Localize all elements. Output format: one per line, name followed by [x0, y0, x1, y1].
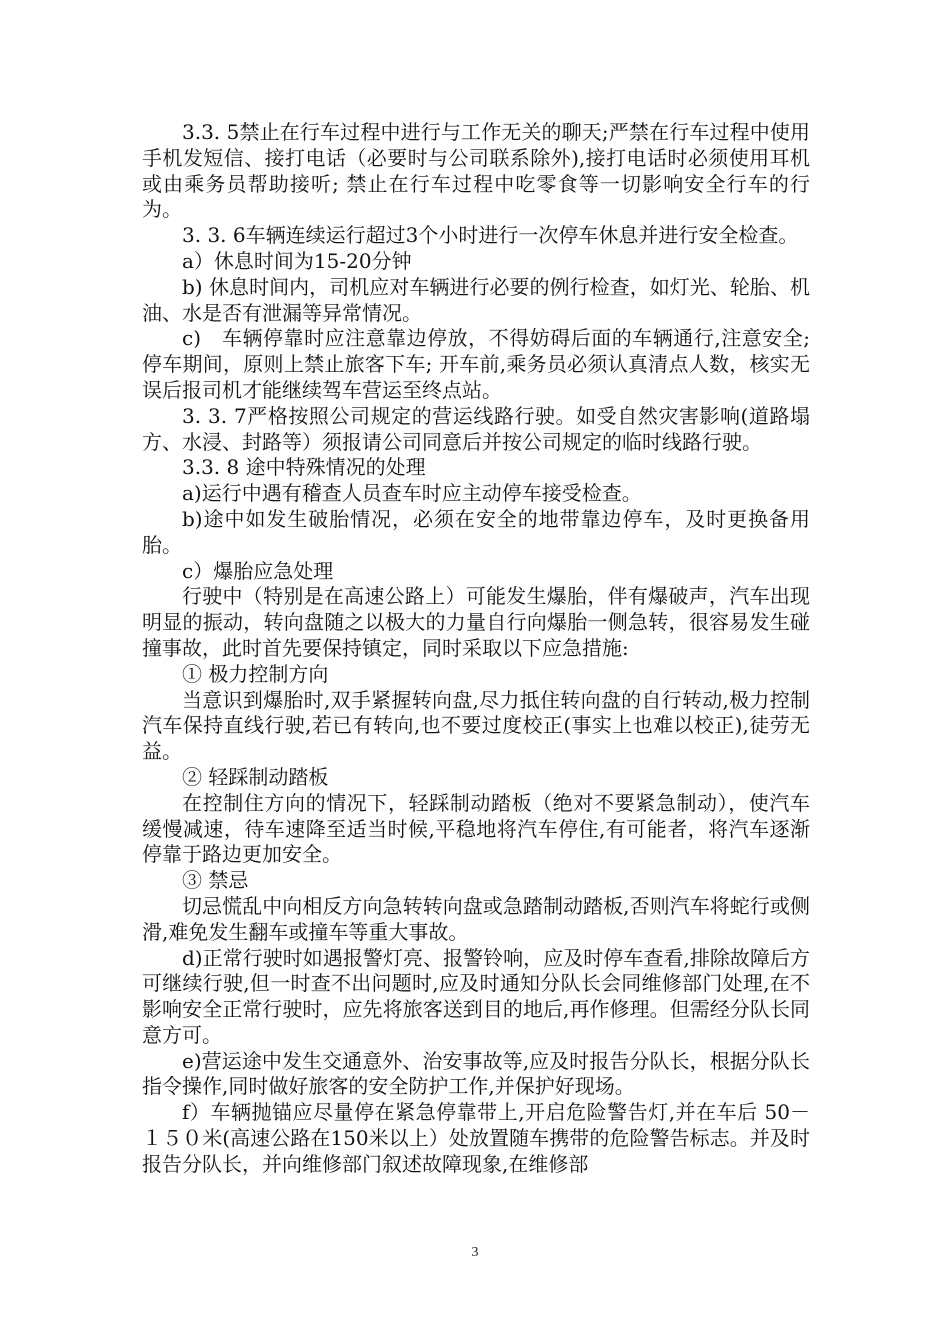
- paragraph-3-3-7: 3. 3. 7严格按照公司规定的营运线路行驶。如受自然灾害影响(道路塌方、水浸、封路等）须报请公司同意后并按公司规定的临时线路行驶。: [142, 403, 810, 454]
- paragraph-item-c-parking: c) 车辆停靠时应注意靠边停放，不得妨碍后面的车辆通行,注意安全; 停车期间，原则上禁止旅客下车; 开车前,乘务员必须认真清点人数，核实无误后报司机才能继续驾车营运至终点站。: [142, 326, 810, 402]
- paragraph-step-1-text: 当意识到爆胎时,双手紧握转向盘,尽力抵住转向盘的自行转动,极力控制汽车保持直线行驶,若已有转向,也不要过度校正(事实上也难以校正),徒劳无益。: [142, 687, 810, 764]
- paragraph-item-f-breakdown: f）车辆抛锚应尽量停在紧急停靠带上,开启危险警告灯,并在车后 50－１５０米(高速公路在150米以上）处放置随车携带的危险警告标志。并及时报告分队长，并向维修部门叙述故障现象,在维修部: [142, 1100, 810, 1176]
- paragraph-item-a-rest-time: a）休息时间为15-20分钟: [182, 248, 412, 273]
- paragraph-step-2-heading: ② 轻踩制动踏板: [182, 764, 329, 789]
- document-body: [142, 120, 810, 1178]
- paragraph-3-3-8-heading: 3.3. 8 途中特殊情况的处理: [182, 455, 426, 480]
- paragraph-step-1-heading: ① 极力控制方向: [182, 661, 329, 686]
- paragraph-step-3-text: 切忌慌乱中向相反方向急转转向盘或急踏制动踏板,否则汽车将蛇行或侧滑,难免发生翻车或撞车等重大事故。: [142, 893, 810, 944]
- page-number: 3: [471, 1245, 479, 1260]
- paragraph-blowout-description: 行驶中（特别是在高速公路上）可能发生爆胎，伴有爆破声，汽车出现明显的振动，转向盘随之以极大的力量自行向爆胎一侧急转，很容易发生碰撞事故，此时首先要保持镇定，同时采取以下应急措施:: [142, 584, 810, 660]
- paragraph-item-b-flat-tire: b)途中如发生破胎情况，必须在安全的地带靠边停车，及时更换备用胎。: [142, 506, 810, 557]
- paragraph-3-3-6: 3. 3. 6车辆连续运行超过3个小时进行一次停车休息并进行安全检查。: [182, 223, 799, 248]
- paragraph-item-a-inspection-stop: a)运行中遇有稽查人员查车时应主动停车接受检查。: [182, 481, 642, 506]
- paragraph-step-2-text: 在控制住方向的情况下，轻踩制动踏板（绝对不要紧急制动），使汽车缓慢减速，待车速降至适当时候,平稳地将汽车停住,有可能者，将汽车逐渐停靠于路边更加安全。: [142, 790, 810, 867]
- paragraph-step-3-heading: ③ 禁忌: [182, 868, 249, 893]
- paragraph-item-d-alarm: d)正常行驶时如遇报警灯亮、报警铃响，应及时停车查看,排除故障后方可继续行驶,但一时查不出问题时,应及时通知分队长会同维修部门处理,在不影响安全正常行驶时，应先将旅客送到目的地后,再作修理。但需经分队长同意方可。: [142, 945, 810, 1047]
- paragraph-item-e-accident: e)营运途中发生交通意外、治安事故等,应及时报告分队长，根据分队长指令操作,同时做好旅客的安全防护工作,并保护好现场。: [142, 1048, 810, 1099]
- paragraph-item-b-inspection: b) 休息时间内，司机应对车辆进行必要的例行检查，如灯光、轮胎、机油、水是否有泄漏等异常情况。: [142, 274, 810, 325]
- paragraph-item-c-blowout-heading: c）爆胎应急处理: [182, 558, 334, 583]
- paragraph-3-3-5: 3.3. 5禁止在行车过程中进行与工作无关的聊天;严禁在行车过程中使用手机发短信、接打电话（必要时与公司联系除外),接打电话时必须使用耳机或由乘务员帮助接听; 禁止在行车过程中吃零食等一切影响安全行车的行为。: [142, 120, 810, 222]
